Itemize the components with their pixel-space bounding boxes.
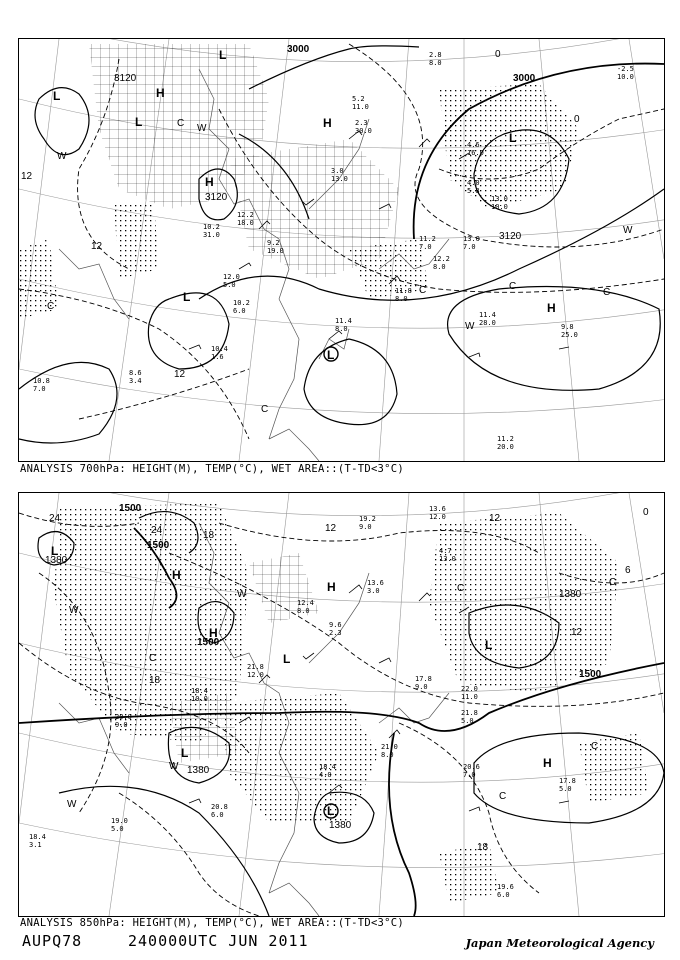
station-plot — [33, 377, 50, 393]
weather-map-700hpa — [19, 39, 664, 461]
svg-text:0: 0 — [574, 114, 580, 125]
svg-text:1500: 1500 — [197, 637, 220, 648]
svg-text:C: C — [457, 583, 465, 594]
svg-text:C: C — [47, 301, 55, 312]
svg-text:21.0: 21.0 — [381, 743, 398, 751]
station-plot — [491, 195, 508, 211]
svg-text:W: W — [465, 321, 475, 332]
svg-text:3120: 3120 — [114, 73, 137, 84]
svg-text:W: W — [197, 123, 207, 134]
svg-text:12.0: 12.0 — [247, 671, 264, 679]
station-plot — [479, 311, 496, 327]
svg-text:C: C — [591, 741, 599, 752]
svg-text:13.0: 13.0 — [331, 175, 348, 183]
svg-text:H: H — [323, 116, 332, 130]
station-plot — [467, 179, 480, 195]
svg-text:9.0: 9.0 — [415, 683, 428, 691]
svg-text:24: 24 — [49, 513, 61, 524]
svg-text:6.0: 6.0 — [211, 811, 224, 819]
svg-text:C: C — [177, 118, 185, 129]
svg-text:11.4: 11.4 — [335, 317, 352, 325]
svg-text:24: 24 — [151, 525, 163, 536]
svg-text:H: H — [543, 756, 552, 770]
svg-text:10.4: 10.4 — [211, 345, 228, 353]
svg-text:25.0: 25.0 — [561, 331, 578, 339]
svg-text:5.0: 5.0 — [461, 717, 474, 725]
station-plot — [247, 663, 264, 679]
station-plot — [463, 235, 480, 251]
svg-text:5.2: 5.2 — [352, 95, 365, 103]
station-plot — [359, 515, 376, 531]
caption-700hpa: ANALYSIS 700hPa: HEIGHT(M), TEMP(°C), WET AREA::(T-TD<3°C) — [20, 463, 405, 475]
svg-text:11.8: 11.8 — [395, 287, 412, 295]
station-plot — [381, 743, 398, 759]
svg-text:L: L — [327, 804, 335, 818]
svg-text:1380: 1380 — [559, 589, 582, 600]
svg-text:7.0: 7.0 — [33, 385, 46, 393]
svg-text:20.8: 20.8 — [211, 803, 228, 811]
svg-text:3000: 3000 — [287, 44, 310, 55]
station-plot — [561, 323, 578, 339]
svg-text:8.0: 8.0 — [297, 607, 310, 615]
svg-text:C: C — [609, 577, 617, 588]
svg-text:6: 6 — [625, 565, 631, 576]
svg-text:1380: 1380 — [187, 765, 210, 776]
station-plot — [129, 369, 142, 385]
svg-text:21.8: 21.8 — [247, 663, 264, 671]
svg-text:4.0: 4.0 — [467, 179, 480, 187]
svg-text:2.3: 2.3 — [329, 629, 342, 637]
svg-text:10.2: 10.2 — [203, 223, 220, 231]
svg-text:8.0: 8.0 — [429, 59, 442, 67]
svg-text:L: L — [183, 290, 191, 304]
svg-text:8.0: 8.0 — [395, 295, 408, 303]
svg-text:2.3: 2.3 — [355, 119, 368, 127]
station-plot — [433, 255, 450, 271]
svg-text:H: H — [172, 568, 181, 582]
svg-text:9.2: 9.2 — [267, 239, 280, 247]
svg-text:11.4: 11.4 — [479, 311, 496, 319]
valid-time: 240000UTC JUN 2011 — [128, 932, 309, 950]
svg-text:W: W — [69, 605, 79, 616]
svg-text:L: L — [485, 638, 493, 652]
svg-text:4.6: 4.6 — [467, 141, 480, 149]
svg-text:12: 12 — [571, 627, 583, 638]
svg-text:H: H — [327, 580, 336, 594]
svg-text:5.0: 5.0 — [559, 785, 572, 793]
station-plot — [237, 211, 254, 227]
svg-text:8.6: 8.6 — [129, 369, 142, 377]
svg-text:W: W — [237, 589, 247, 600]
svg-text:12: 12 — [325, 523, 337, 534]
svg-text:7.0: 7.0 — [419, 243, 432, 251]
svg-text:5.0: 5.0 — [111, 825, 124, 833]
station-plot — [203, 223, 220, 239]
svg-text:L: L — [283, 652, 291, 666]
station-plot — [415, 675, 432, 691]
svg-text:3.0: 3.0 — [367, 587, 380, 595]
station-plot — [461, 685, 478, 701]
svg-text:5.8: 5.8 — [467, 187, 480, 195]
svg-text:4.0: 4.0 — [319, 771, 332, 779]
station-plot — [429, 51, 442, 67]
caption-850hpa: ANALYSIS 850hPa: HEIGHT(M), TEMP(°C), WET AREA::(T-TD<3°C) — [20, 917, 405, 929]
svg-text:3120: 3120 — [205, 192, 228, 203]
svg-text:11.2: 11.2 — [497, 435, 514, 443]
svg-text:1500: 1500 — [119, 503, 142, 514]
svg-text:L: L — [181, 746, 189, 760]
svg-text:1380: 1380 — [45, 555, 68, 566]
svg-text:9.8: 9.8 — [561, 323, 574, 331]
svg-text:8.0: 8.0 — [381, 751, 394, 759]
svg-text:18.4: 18.4 — [29, 833, 46, 841]
station-plot — [559, 777, 576, 793]
wet-area-shading — [19, 44, 579, 319]
svg-text:5.0: 5.0 — [223, 281, 236, 289]
svg-text:12: 12 — [91, 241, 103, 252]
station-plot — [497, 435, 514, 451]
svg-text:31.0: 31.0 — [203, 231, 220, 239]
station-plot — [29, 833, 46, 849]
svg-text:20.0: 20.0 — [497, 443, 514, 451]
station-plot — [617, 65, 634, 81]
agency-credit: Japan Meteorological Agency — [465, 936, 654, 950]
svg-text:W: W — [623, 225, 633, 236]
svg-text:L: L — [327, 348, 335, 362]
station-plot — [335, 317, 352, 333]
svg-text:18.0: 18.0 — [237, 219, 254, 227]
svg-text:C: C — [261, 404, 269, 415]
svg-text:10.0: 10.0 — [617, 73, 634, 81]
svg-text:W: W — [57, 151, 67, 162]
svg-text:W: W — [169, 761, 179, 772]
svg-text:13.6: 13.6 — [429, 505, 446, 513]
svg-text:0: 0 — [495, 49, 501, 60]
svg-text:H: H — [156, 86, 165, 100]
svg-text:L: L — [219, 48, 227, 62]
station-plot — [211, 345, 228, 361]
svg-text:20.6: 20.6 — [463, 763, 480, 771]
svg-text:19.2: 19.2 — [359, 515, 376, 523]
station-plot — [463, 763, 480, 779]
svg-text:13.0: 13.0 — [491, 195, 508, 203]
station-plot — [329, 621, 342, 637]
svg-text:18: 18 — [477, 842, 489, 853]
svg-text:12: 12 — [21, 171, 33, 182]
svg-text:10.2: 10.2 — [233, 299, 250, 307]
svg-text:L: L — [135, 115, 143, 129]
svg-text:12: 12 — [174, 369, 186, 380]
svg-text:28.0: 28.0 — [479, 319, 496, 327]
svg-text:3120: 3120 — [499, 231, 522, 242]
svg-text:8.0: 8.0 — [433, 263, 446, 271]
station-plot — [367, 579, 384, 595]
svg-text:10.0: 10.0 — [491, 203, 508, 211]
svg-text:H: H — [209, 626, 218, 640]
svg-text:13.0: 13.0 — [439, 555, 456, 563]
svg-text:22.0: 22.0 — [461, 685, 478, 693]
chart-id: AUPQ78 — [22, 932, 83, 950]
svg-text:3.4: 3.4 — [129, 377, 142, 385]
svg-text:0: 0 — [643, 507, 649, 518]
svg-text:18.4: 18.4 — [319, 763, 336, 771]
svg-text:H: H — [205, 175, 214, 189]
station-plot — [191, 687, 208, 703]
svg-text:18: 18 — [149, 675, 161, 686]
svg-text:19.0: 19.0 — [267, 247, 284, 255]
svg-text:18.4: 18.4 — [191, 687, 208, 695]
svg-text:12.0: 12.0 — [429, 513, 446, 521]
svg-text:12.2: 12.2 — [433, 255, 450, 263]
svg-text:10.8: 10.8 — [33, 377, 50, 385]
svg-text:11.2: 11.2 — [419, 235, 436, 243]
svg-text:9.6: 9.6 — [329, 621, 342, 629]
map-panel-700hpa — [18, 38, 665, 462]
svg-text:9.0: 9.0 — [359, 523, 372, 531]
svg-text:12.4: 12.4 — [297, 599, 314, 607]
svg-text:L: L — [51, 544, 59, 558]
svg-text:1.6: 1.6 — [211, 353, 224, 361]
station-plot — [419, 235, 436, 251]
svg-text:8.0: 8.0 — [335, 325, 348, 333]
svg-text:10.0: 10.0 — [191, 695, 208, 703]
svg-text:18: 18 — [203, 530, 215, 541]
svg-text:C: C — [419, 285, 427, 296]
svg-text:1500: 1500 — [579, 669, 602, 680]
svg-text:13.0: 13.0 — [463, 235, 480, 243]
svg-text:-2.5: -2.5 — [617, 65, 634, 73]
svg-text:20.0: 20.0 — [115, 713, 132, 721]
svg-text:C: C — [509, 281, 517, 292]
svg-text:13.6: 13.6 — [367, 579, 384, 587]
svg-text:16.0: 16.0 — [467, 149, 484, 157]
svg-text:C: C — [149, 653, 157, 664]
svg-text:H: H — [547, 301, 556, 315]
wet-area-shading — [54, 503, 649, 903]
svg-text:11.0: 11.0 — [461, 693, 478, 701]
svg-text:19.6: 19.6 — [497, 883, 514, 891]
svg-text:3000: 3000 — [513, 73, 536, 84]
svg-text:C: C — [499, 791, 507, 802]
station-plot — [429, 505, 446, 521]
svg-text:W: W — [67, 799, 77, 810]
svg-text:12.0: 12.0 — [223, 273, 240, 281]
station-plot — [233, 299, 250, 315]
svg-text:1380: 1380 — [329, 820, 352, 831]
svg-text:17.8: 17.8 — [415, 675, 432, 683]
svg-text:C: C — [603, 287, 611, 298]
svg-text:12.2: 12.2 — [237, 211, 254, 219]
station-plot — [211, 803, 228, 819]
map-panel-850hpa — [18, 492, 665, 917]
svg-text:12: 12 — [489, 513, 501, 524]
svg-text:17.8: 17.8 — [559, 777, 576, 785]
svg-text:19.0: 19.0 — [111, 817, 128, 825]
svg-text:4.7: 4.7 — [439, 547, 452, 555]
station-plot — [497, 883, 514, 899]
svg-text:7.0: 7.0 — [463, 243, 476, 251]
svg-text:2.8: 2.8 — [429, 51, 442, 59]
svg-text:L: L — [53, 89, 61, 103]
weather-map-850hpa — [19, 493, 664, 916]
svg-text:30.0: 30.0 — [355, 127, 372, 135]
svg-text:9.0: 9.0 — [115, 721, 128, 729]
svg-text:7.0: 7.0 — [463, 771, 476, 779]
svg-text:L: L — [509, 131, 517, 145]
svg-text:6.0: 6.0 — [233, 307, 246, 315]
svg-text:11.0: 11.0 — [352, 103, 369, 111]
svg-text:3.1: 3.1 — [29, 841, 42, 849]
station-plot — [352, 95, 369, 111]
svg-text:6.0: 6.0 — [497, 891, 510, 899]
station-plot — [395, 287, 412, 303]
station-plot — [111, 817, 128, 833]
svg-text:1500: 1500 — [147, 540, 170, 551]
svg-text:3.0: 3.0 — [331, 167, 344, 175]
svg-text:21.8: 21.8 — [461, 709, 478, 717]
